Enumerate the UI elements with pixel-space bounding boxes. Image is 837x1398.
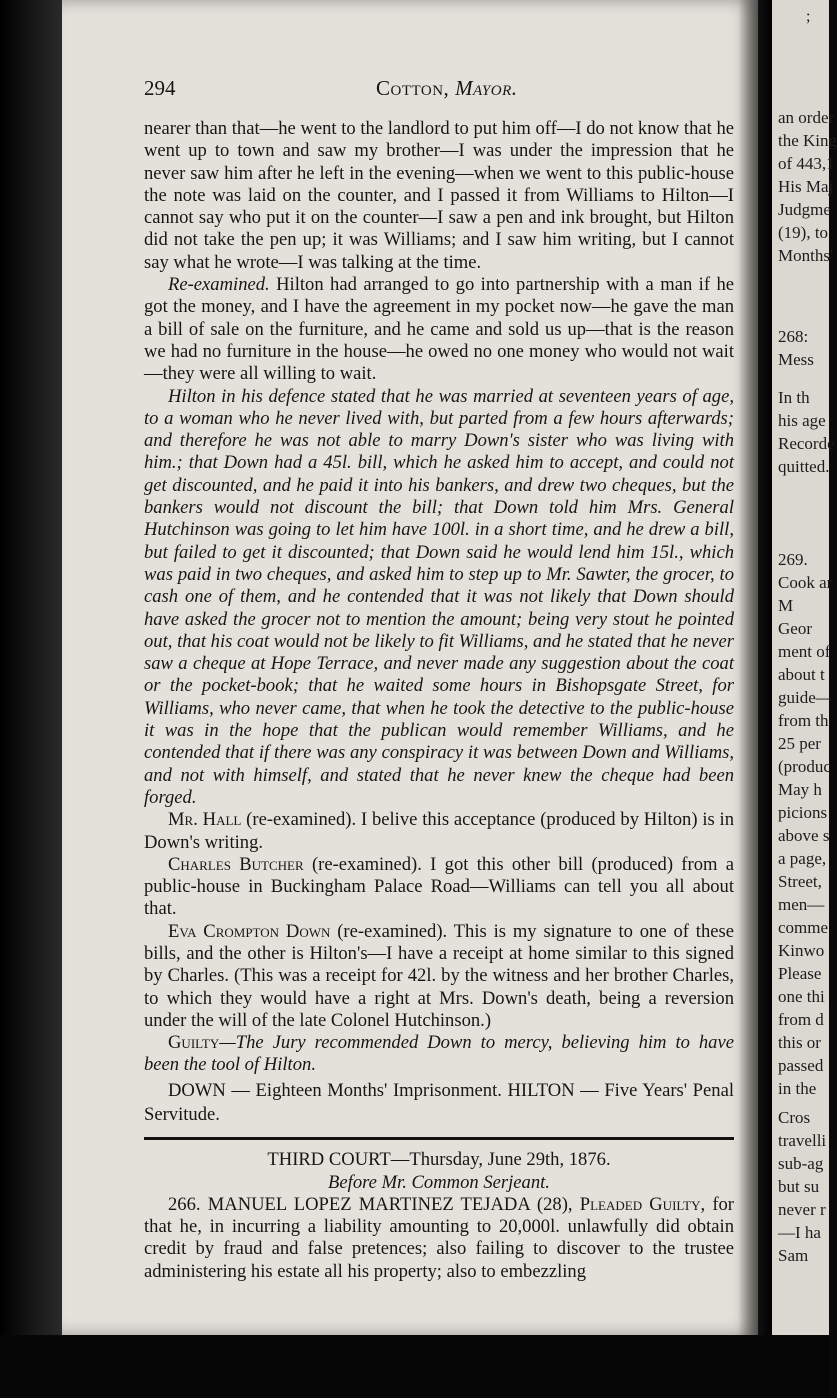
right-page-fragment: his age (778, 411, 826, 430)
paragraph-text: DOWN — Eighteen Months' Imprisonment. HILTON — Five Years' Penal Servitude. (144, 1079, 734, 1125)
page-body (144, 118, 734, 1283)
right-page-fragment: of 443,1 (778, 154, 835, 173)
right-page-fragment: Mess (778, 350, 814, 369)
paragraph-lead: Charles Butcher (168, 853, 304, 875)
page-header (144, 76, 708, 100)
right-page-fragment: Recorde (778, 434, 835, 453)
right-page-fragment: this or (778, 1033, 821, 1052)
right-page-fragment: a page, (778, 849, 827, 868)
right-page-fragment: His Maj (778, 177, 834, 196)
paragraph-eva-down (144, 921, 734, 1032)
paragraph-text: (re-examined). I got this other bill (produced) from a public-house in Buckingham Palace Road—Williams can tell you all about that. (144, 853, 734, 920)
right-page-fragment: never r (778, 1200, 826, 1219)
section-divider (144, 1137, 734, 1140)
right-page-edge (772, 0, 837, 1335)
right-page-fragment: above s (778, 826, 830, 845)
right-page-fragment: Sam (778, 1246, 809, 1265)
right-page-fragment: ment of (778, 642, 831, 661)
right-page-fragment: the King (778, 131, 837, 150)
right-page-fragment: picions (778, 803, 828, 822)
paragraph-sentence (144, 1079, 734, 1127)
court-heading: THIRD COURT—Thursday, June 29th, 1876. (267, 1148, 611, 1170)
paragraph-verdict (144, 1032, 734, 1077)
right-page-fragment: Months' (778, 246, 834, 265)
case-name: MANUEL LOPEZ MARTINEZ TEJADA (28), (207, 1193, 573, 1215)
right-page-fragment: guide— (778, 688, 833, 707)
right-page-fragment: from th (778, 711, 829, 730)
running-head (376, 76, 517, 101)
right-page-fragment: Judgme (778, 200, 831, 219)
paragraph-lead: Re-examined. (168, 274, 270, 296)
case-plea: Pleaded Guilty, (579, 1193, 706, 1215)
right-page-fragment: Street, (778, 872, 822, 891)
book-gutter (758, 0, 772, 1398)
paragraph-testimony (144, 118, 734, 274)
book-spine-shadow (0, 0, 62, 1398)
right-page-fragment: (19), to (778, 223, 829, 242)
right-page-fragment: passed (778, 1056, 824, 1075)
right-page-fragment: May h (778, 780, 822, 799)
right-page-fragment: Geor (778, 619, 812, 638)
right-page-fragment: comme (778, 918, 829, 937)
right-page-fragment: but su (778, 1177, 820, 1196)
right-page-fragment: Kinwo (778, 941, 825, 960)
right-page-fragment: 269. (778, 550, 808, 569)
right-page-fragment: travelli (778, 1131, 827, 1150)
right-page-fragment: men— (778, 895, 825, 914)
running-head-title: Mayor. (455, 76, 518, 100)
case-entry (144, 1194, 734, 1283)
paragraph-lead: Guilty (168, 1032, 220, 1054)
right-page-fragment: M (778, 596, 794, 615)
right-page-fragment: Cook ar (778, 573, 833, 592)
paragraph-text: —The Jury recommended Down to mercy, believing him to have been the tool of Hilton. (144, 1032, 734, 1076)
right-page-fragment: one thi (778, 987, 825, 1006)
right-page-fragment: about t (778, 665, 825, 684)
scan-bottom-edge (0, 1335, 829, 1398)
right-page-fragment: in the (778, 1079, 817, 1098)
paragraph-text: (re-examined). This is my signature to one of these bills, and the other is Hilton's—I have a receipt at home similar to this signed by Charles. (This was a receipt for 42l. by the witness and her brother Charles, to which they would have a right at Mrs. Down's death, being a reversion under the will of the late Colonel Hutchinson.) (144, 920, 735, 1031)
paragraph-text: Hilton in his defence stated that he was married at seventeen years of age, to a woman who he never lived with, but parted from a few hours afterwards; and therefore he was not able to marry Down's sister who was living with him.; that Down had a 45l. bill, which he asked him to accept, and could not get discounted, and he paid it into his bankers, and drew two cheques, but the bankers would not discount the bill; that Down told him Mrs. General Hutchinson was going to let him have 100l. in a short time, and he drew a bill, but failed to get it discounted; that Down said he would lend him 15l., which was paid in two cheques, and asked him to step up to Mr. Sawter, the grocer, to cash one of them, and he contended that it was not likely that Down should have asked the grocer not to mention the amount; being very stout he pointed out, that his coat would not be likely to fit Williams, and he stated that he never saw a cheque at Hope Terrace, and never made any suggestion about the coat or the pocket-book; that he waited some hours in Bishopsgate Street, for Williams, who never came, that when he took the detective to the public-house it was in the hope that the publican would remember Williams, and he contended that if there was any conspiracy it was between Down and Williams, and not with himself, and stated that he never knew the cheque had been forged. (144, 385, 734, 808)
right-page-fragment: —I ha (778, 1223, 821, 1242)
right-page-fragment: (produc (778, 757, 831, 776)
case-number: 266. (168, 1193, 201, 1215)
right-page-fragment: Please (778, 964, 822, 983)
case-text: for that he, in incurring a liability amounting to 20,000l. unlawfully did obtain credit by fraud and false pretences; also failing to discover to the trustee administering his estate all his property; also to embezzling (144, 1193, 734, 1282)
left-page (62, 0, 758, 1335)
paragraph-lead: Mr. Hall (168, 809, 242, 831)
paragraph-charles-butcher (144, 854, 734, 921)
paragraph-text: Hilton had arranged to go into partnership with a man if he got the money, and I have the agreement in my pocket now—he gave the man a bill of sale on the furniture, and he came and sold us up—that is the reason we had no furniture in the house—he owed no one money who would not wait—they were all willing to wait. (144, 274, 734, 385)
right-page-fragment: sub-ag (778, 1154, 824, 1173)
paragraph-lead: Eva Crompton Down (168, 920, 331, 942)
right-page-fragment: Cros (778, 1108, 811, 1127)
court-before: Before Mr. Common Serjeant. (328, 1171, 550, 1193)
right-page-fragment: In th (778, 388, 810, 407)
paragraph-re-examined (144, 274, 734, 385)
right-page-fragment: 268: (778, 327, 809, 346)
paragraph-mr-hall (144, 809, 734, 854)
paragraph-defence (144, 386, 734, 810)
right-page-fragment: from d (778, 1010, 824, 1029)
page-number: 294 (144, 76, 176, 100)
right-page-fragment: quitted. (778, 457, 830, 476)
running-head-name: Cotton, (376, 76, 450, 100)
right-page-mark: ; (806, 8, 811, 25)
right-page-fragment: 25 per (778, 734, 821, 753)
right-page-fragment: an order (778, 108, 835, 127)
paragraph-text: (re-examined). I belive this acceptance (produced by Hilton) is in Down's writing. (144, 809, 734, 853)
paragraph-text: nearer than that—he went to the landlord to put him off—I do not know that he went up to town and saw my brother—I was under the impression that he never saw him after he left in the evening—when we went to this public-house the note was laid on the counter, and I passed it from Williams to Hilton—I cannot say who put it on the counter—I saw a pen and ink brought, but Hilton did not take the pen up; it was Williams; and I saw him writing, but I cannot say what he wrote—I was talking at the time. (144, 118, 734, 273)
